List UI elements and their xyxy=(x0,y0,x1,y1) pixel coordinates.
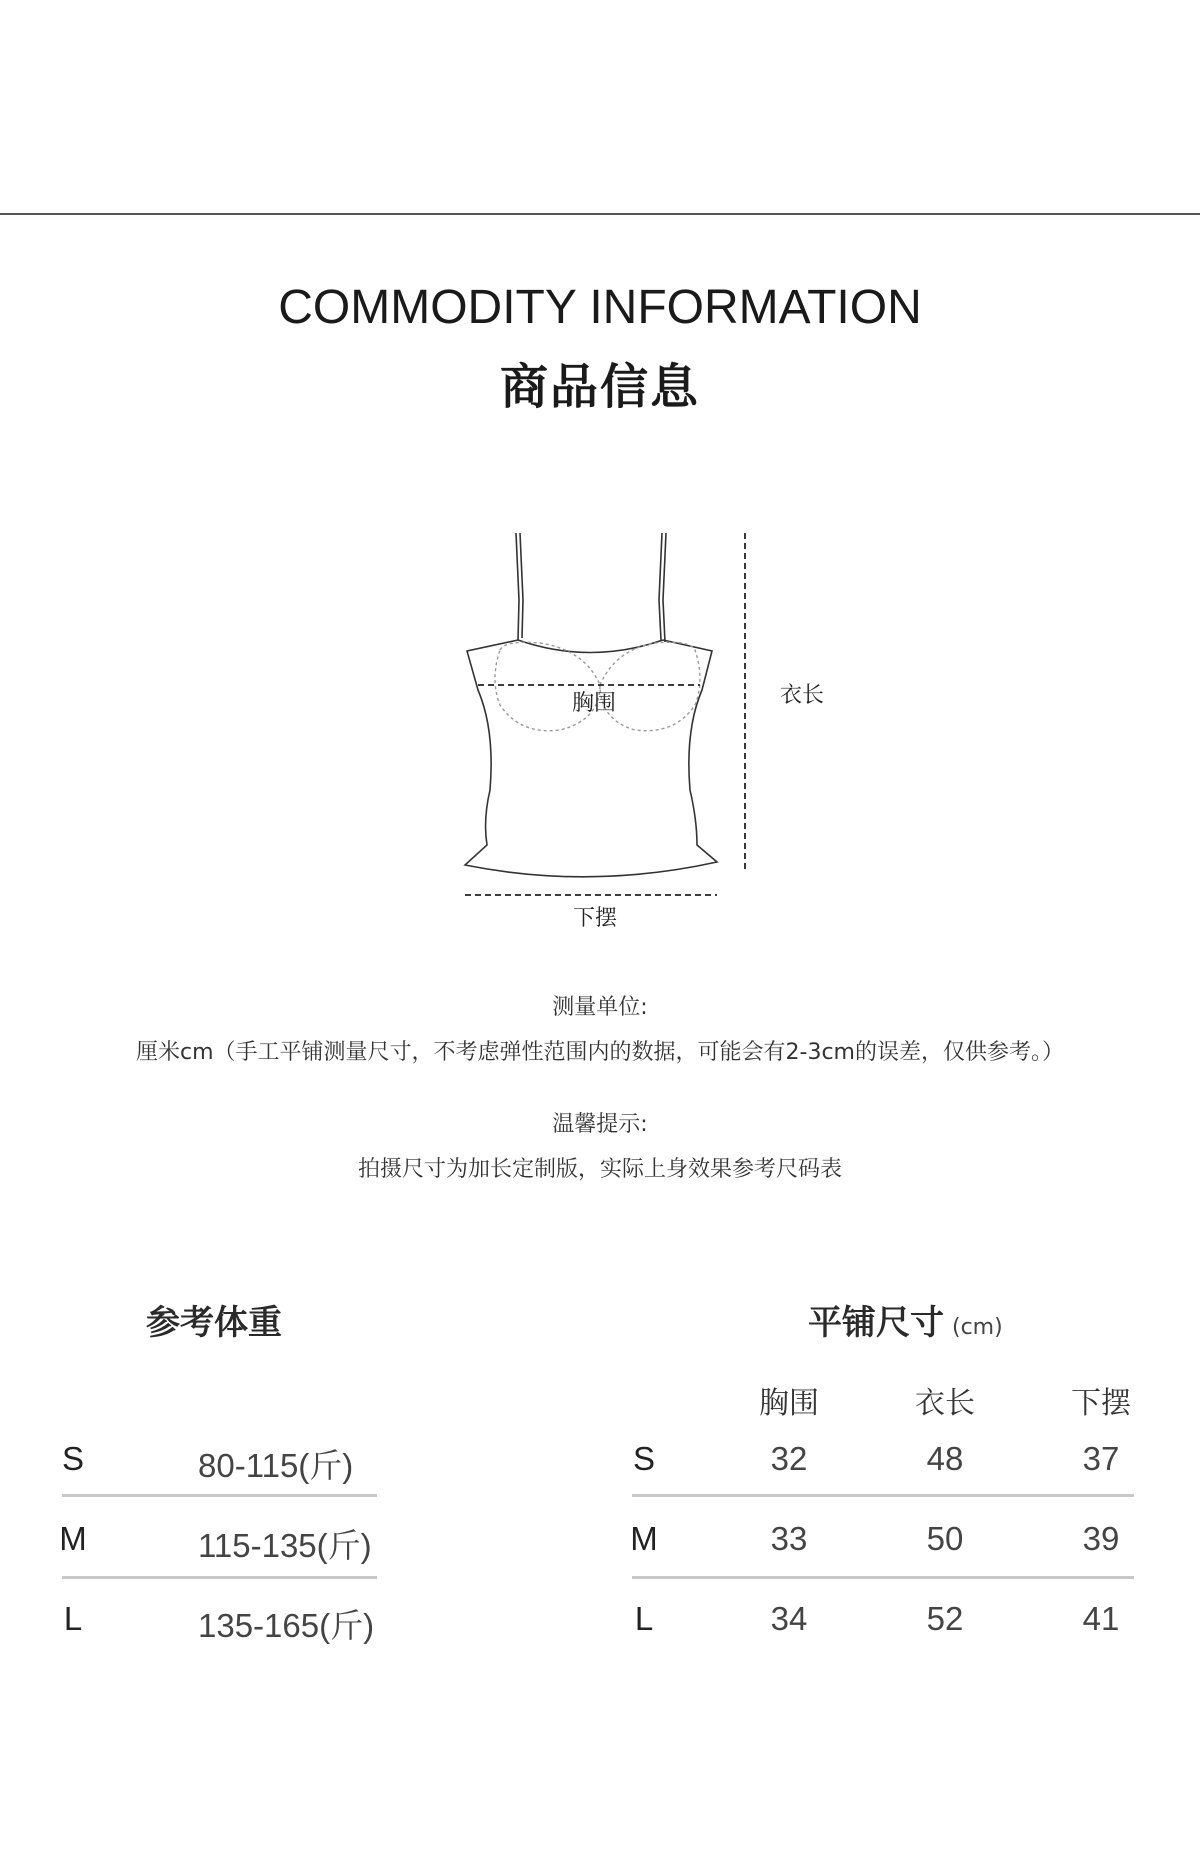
weight-row-value: 115-135(斤) xyxy=(198,1527,372,1564)
size-row-divider xyxy=(632,1576,1134,1579)
col-header-hem: 下摆 xyxy=(1071,1386,1131,1421)
tip-label: 温馨提示: xyxy=(552,1112,648,1137)
col-header-chest: 胸围 xyxy=(759,1386,819,1421)
weight-table-title: 参考体重 xyxy=(146,1303,282,1343)
weight-row-value: 135-165(斤) xyxy=(198,1607,375,1644)
weight-row-value: 80-115(斤) xyxy=(198,1447,354,1484)
right-strap xyxy=(659,533,662,640)
size-row-chest: 32 xyxy=(770,1440,808,1477)
col-header-length: 衣长 xyxy=(915,1386,975,1421)
size-row-hem: 37 xyxy=(1082,1440,1120,1477)
garment-outline xyxy=(465,640,717,877)
left-strap xyxy=(516,533,519,640)
tip-description: 拍摄尺寸为加长定制版，实际上身效果参考尺码表 xyxy=(357,1157,842,1182)
neckline xyxy=(518,640,663,653)
weight-row-divider xyxy=(62,1576,377,1579)
size-row-length: 50 xyxy=(926,1520,964,1557)
size-row-size: L xyxy=(634,1600,654,1637)
size-row-length: 52 xyxy=(926,1600,964,1637)
size-row-length: 48 xyxy=(926,1440,964,1477)
heading-chinese: 商品信息 xyxy=(499,359,700,415)
weight-row-size: M xyxy=(59,1520,87,1557)
weight-row-size: L xyxy=(63,1600,83,1637)
chest-label: 胸围 xyxy=(572,691,617,716)
weight-row-divider xyxy=(62,1494,377,1497)
size-row-chest: 34 xyxy=(770,1600,808,1637)
size-row-hem: 39 xyxy=(1082,1520,1120,1557)
size-row-chest: 33 xyxy=(770,1520,808,1557)
unit-description: 厘米cm（手工平铺测量尺寸，不考虑弹性范围内的数据，可能会有2-3cm的误差，仅供参考。） xyxy=(136,1040,1064,1065)
left-cup xyxy=(495,642,600,730)
hem-label: 下摆 xyxy=(573,906,618,931)
length-label: 衣长 xyxy=(780,683,825,708)
unit-label: 测量单位: xyxy=(552,995,648,1020)
heading-english: COMMODITY INFORMATION xyxy=(278,281,922,334)
size-row-divider xyxy=(632,1494,1134,1497)
size-table-title-text: 平铺尺寸 xyxy=(808,1303,944,1343)
weight-row-size: S xyxy=(61,1440,84,1477)
right-cup xyxy=(600,642,700,730)
size-row-size: S xyxy=(632,1440,655,1477)
size-row-hem: 41 xyxy=(1082,1600,1120,1637)
size-row-size: M xyxy=(630,1520,658,1557)
size-table-unit: (cm) xyxy=(952,1315,1003,1340)
size-table-title xyxy=(808,1295,1003,1344)
